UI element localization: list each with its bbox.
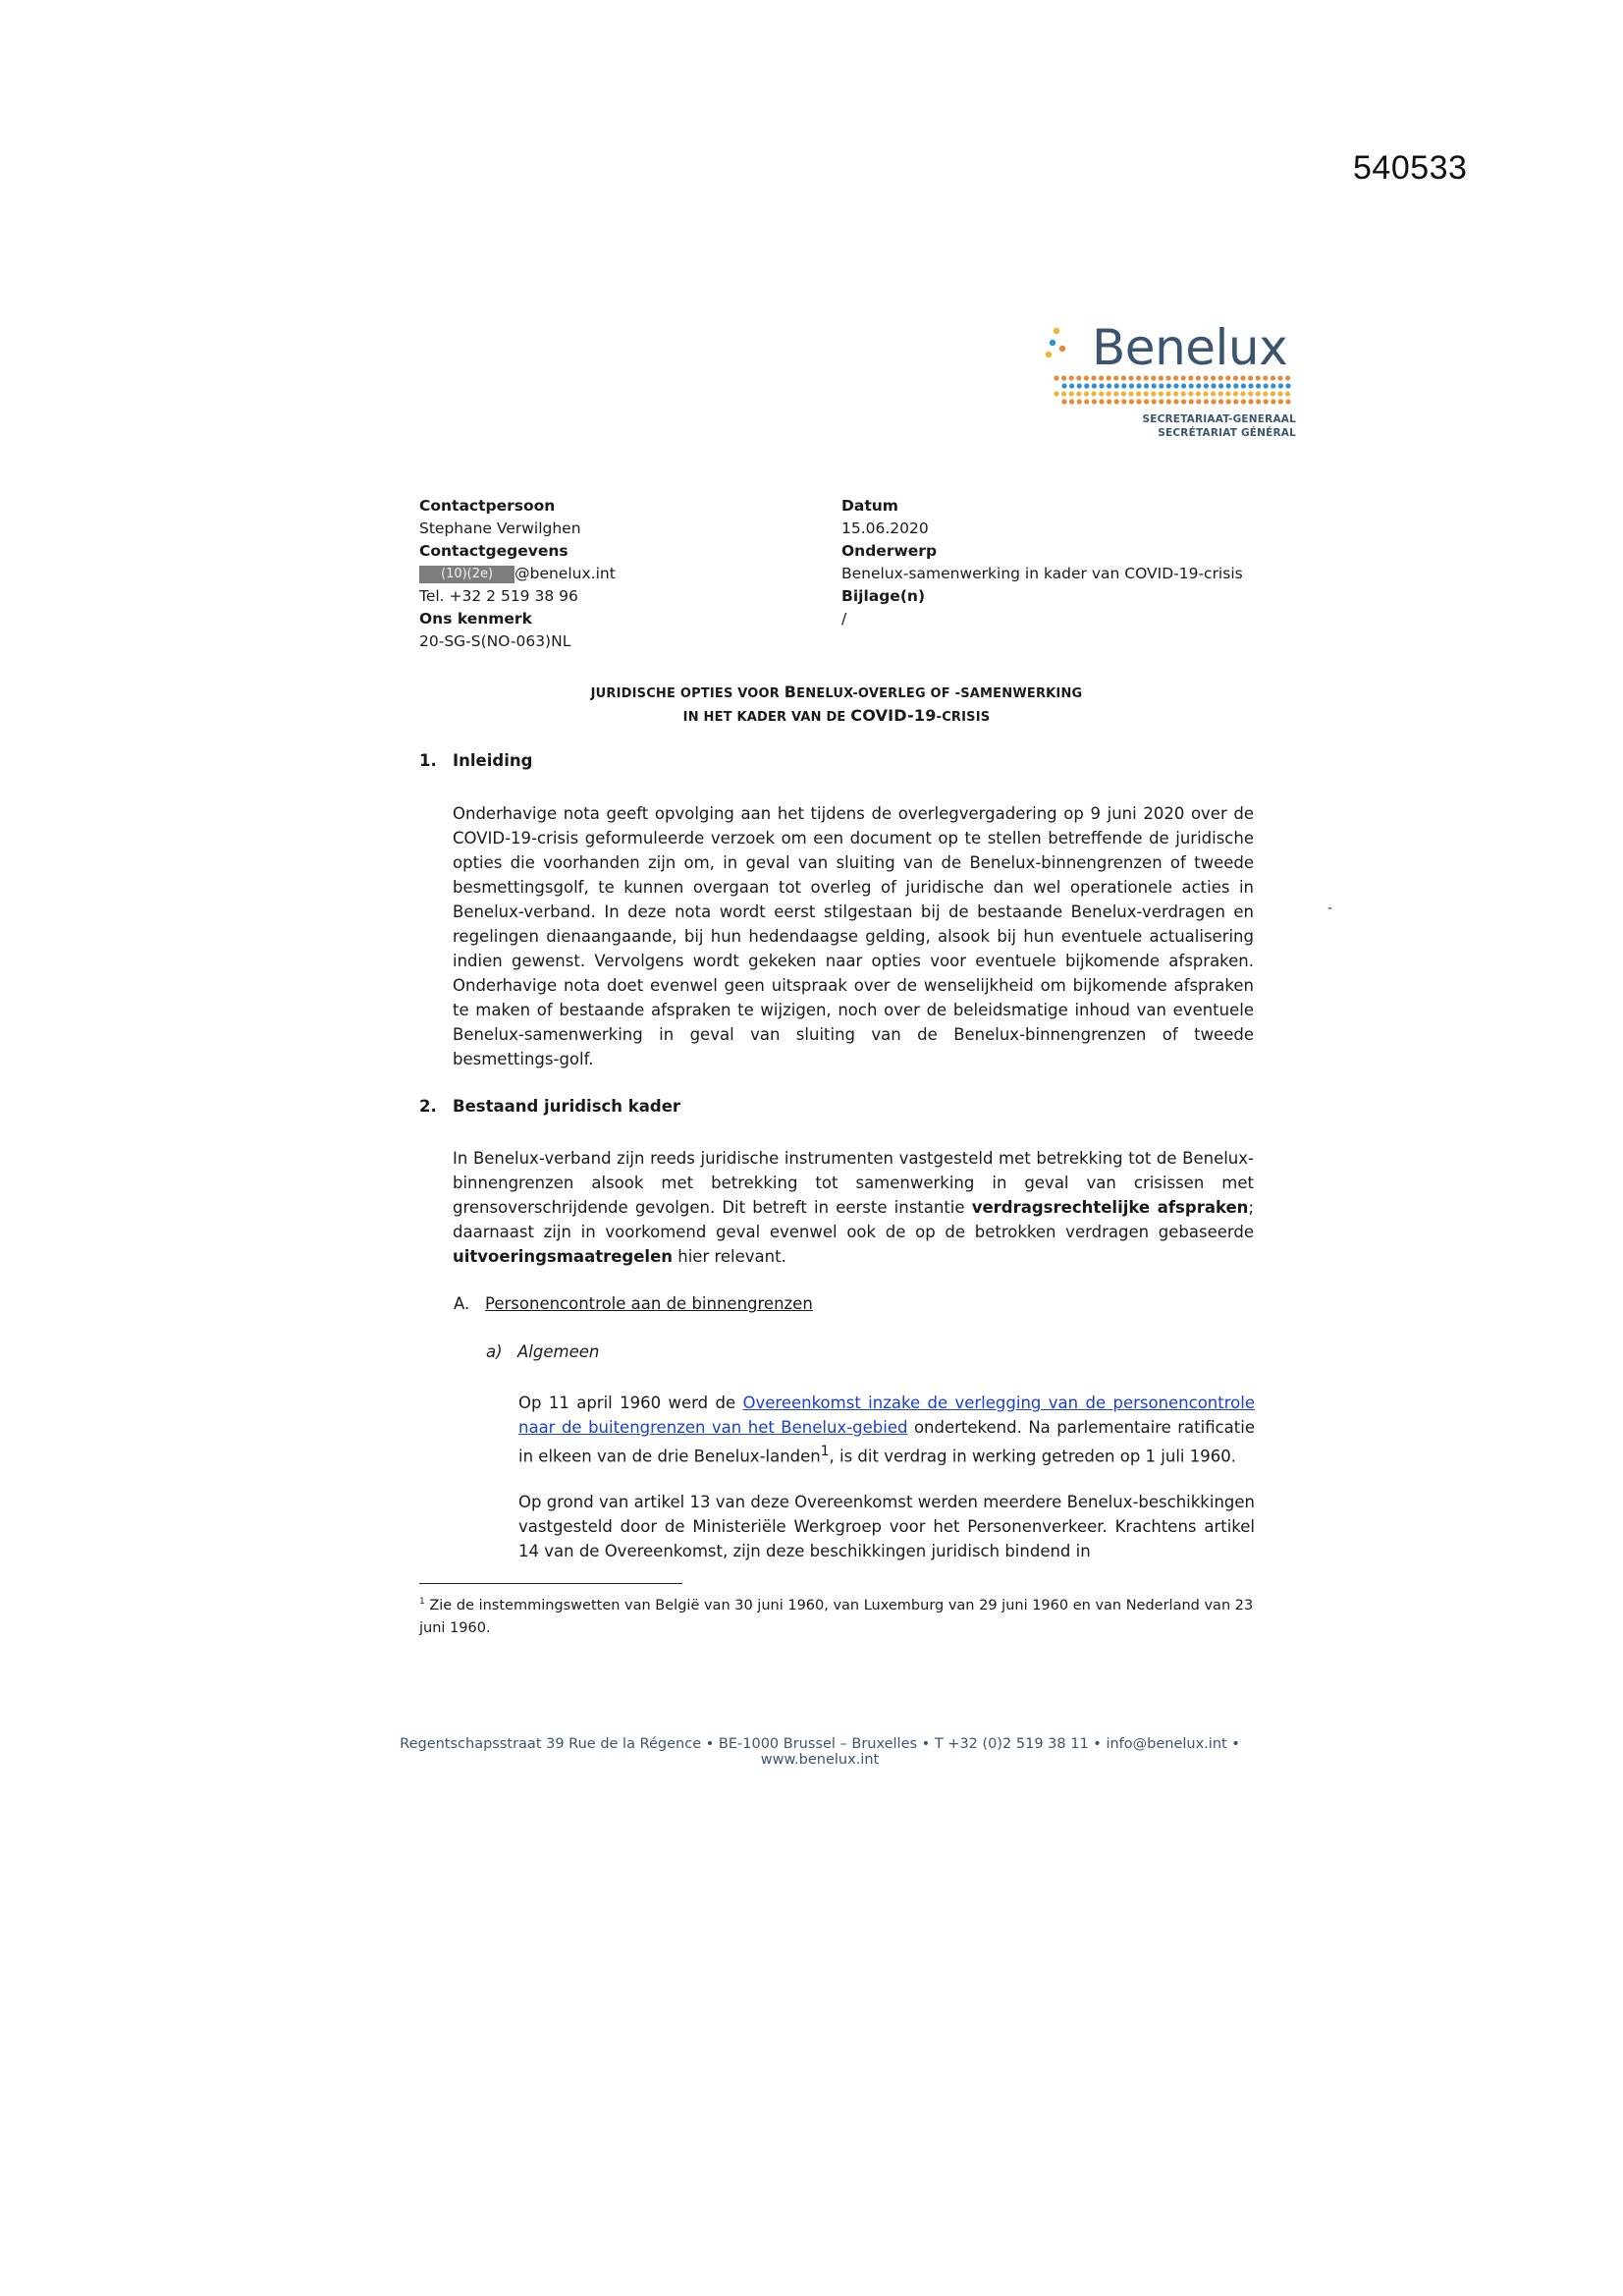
benelux-logo: [1041, 319, 1296, 447]
date-value: 15.06.2020: [841, 519, 929, 537]
logo-dot: [1152, 383, 1157, 388]
logo-dot: [1107, 383, 1111, 388]
logo-dot: [1181, 399, 1186, 404]
logo-dot: [1061, 399, 1066, 404]
logo-dot: [1151, 391, 1156, 396]
logo-dot: [1159, 383, 1163, 388]
logo-dot: [1129, 399, 1134, 404]
logo-dot: [1159, 399, 1163, 404]
logo-dot: [1084, 375, 1089, 380]
logo-dot: [1166, 399, 1171, 404]
logo-dot: [1077, 383, 1082, 388]
subsection-title: Algemeen: [517, 1342, 600, 1361]
logo-dot: [1196, 383, 1201, 388]
logo-dot: [1225, 391, 1230, 396]
footnote-text: Zie de instemmingswetten van België van 30 juni 1960, van Luxemburg van 29 juni 1960 en van Nederland van 23 juni 1960.: [419, 1597, 1254, 1636]
paragraph-line: Onderhavige nota doet evenwel geen uitspraak over de wenselijkheid om bijkomende afspraken: [453, 976, 1254, 995]
logo-dot: [1285, 383, 1290, 388]
logo-dot: [1166, 383, 1171, 388]
footnote-divider: [419, 1583, 682, 1584]
logo-dot: [1204, 383, 1209, 388]
logo-dot: [1248, 375, 1253, 380]
logo-dot: [1069, 391, 1074, 396]
logo-dot: [1091, 391, 1096, 396]
section-number: 2.: [419, 1097, 437, 1116]
redaction-box: (10)(2e): [419, 566, 514, 583]
contact-details-label: Contactgegevens: [419, 542, 568, 560]
title-part: ENELUX-OVERLEG OF -SAMENWERKING: [796, 686, 1083, 701]
paragraph-line: opties die voorhanden zijn om, in geval van sluiting van de Benelux-binnengrenzen of tweede: [453, 853, 1254, 872]
logo-dot: [1211, 383, 1216, 388]
logo-dot: [1277, 391, 1282, 396]
logo-dot: [1211, 391, 1216, 396]
logo-dot: [1203, 391, 1208, 396]
attachment-label: Bijlage(n): [841, 587, 926, 605]
logo-dot: [1091, 375, 1096, 380]
logo-dot: [1061, 391, 1066, 396]
paragraph-line: COVID-19-crisis geformuleerde verzoek om een document op te stellen betreffende de juridische: [453, 829, 1254, 847]
logo-dot: [1165, 375, 1170, 380]
subsection-a-heading: [454, 1294, 813, 1313]
logo-dot: [1173, 391, 1178, 396]
logo-dot: [1188, 391, 1193, 396]
subsection-aa-heading: [486, 1342, 599, 1361]
logo-dot: [1226, 383, 1231, 388]
logo-dot: [1076, 391, 1081, 396]
reference-label: Ons kenmerk: [419, 610, 532, 628]
logo-dot: [1136, 391, 1141, 396]
logo-dot: [1211, 375, 1216, 380]
section-title: Inleiding: [453, 751, 533, 770]
bold-term: uitvoeringsmaatregelen: [453, 1247, 674, 1266]
paragraph-line: indien gewenst. Vervolgens wordt gekeken naar opties voor eventuele bijkomende afspraken.: [453, 952, 1254, 970]
meta-left: [419, 495, 812, 653]
logo-dot: [1271, 399, 1275, 404]
title-part: COVID-19: [850, 706, 937, 725]
logo-dot: [1196, 375, 1201, 380]
title-part: IN HET KADER VAN DE: [682, 710, 851, 725]
footnote: [419, 1591, 1254, 1640]
contact-email: [419, 563, 812, 585]
title-part: JURIDISCHE OPTIES VOOR: [590, 686, 784, 701]
margin-mark: -: [1327, 901, 1333, 916]
logo-dot: [1233, 399, 1238, 404]
logo-dot: [1263, 391, 1268, 396]
logo-dot: [1069, 383, 1074, 388]
logo-dot: [1256, 399, 1261, 404]
logo-dot: [1121, 391, 1126, 396]
logo-subtitle-fr: SECRÉTARIAT GÉNÉRAL: [1158, 427, 1296, 439]
logo-dot: [1069, 375, 1074, 380]
paragraph-line: regelingen dienaangaande, bij hun hedendaagse gelding, alsook bij hun eventuele actualisering: [453, 927, 1254, 946]
logo-dot: [1204, 399, 1209, 404]
logo-dot: [1121, 383, 1126, 388]
logo-dot: [1121, 399, 1126, 404]
section-2-paragraph-1: [453, 1146, 1254, 1269]
text-run: ondertekend. Na parlementaire ratificatie in elkeen van de drie Benelux-landen: [518, 1418, 1256, 1466]
logo-dot: [1077, 399, 1082, 404]
logo-dot: [1248, 391, 1253, 396]
logo-dot: [1211, 399, 1216, 404]
contact-label: Contactpersoon: [419, 497, 556, 515]
logo-dot: [1136, 399, 1141, 404]
logo-dot: [1181, 383, 1186, 388]
logo-dot: [1226, 399, 1231, 404]
logo-dot: [1054, 391, 1058, 396]
logo-dot: [1218, 391, 1223, 396]
subsection-letter: A.: [454, 1294, 470, 1313]
logo-dot: [1107, 391, 1111, 396]
section-1-paragraph: [453, 801, 1254, 1071]
logo-dot: [1248, 399, 1253, 404]
logo-dot: [1264, 383, 1269, 388]
logo-dot: [1114, 399, 1119, 404]
paragraph-line: besmettings-golf.: [453, 1050, 594, 1068]
logo-dot: [1099, 391, 1104, 396]
logo-dot: [1107, 375, 1111, 380]
text-run: , is dit verdrag in werking getreden op 1 juli 1960.: [829, 1447, 1236, 1466]
logo-dot: [1278, 399, 1283, 404]
subject-label: Onderwerp: [841, 542, 938, 560]
logo-dot: [1181, 375, 1186, 380]
logo-dot: [1144, 399, 1149, 404]
contact-phone: Tel. +32 2 519 38 96: [419, 587, 578, 605]
logo-dot: [1113, 391, 1118, 396]
logo-dot: [1233, 375, 1238, 380]
title-line-1: [419, 682, 1254, 705]
logo-dot: [1128, 391, 1133, 396]
logo-dot: [1084, 383, 1089, 388]
title-part: -CRISIS: [936, 710, 991, 725]
logo-subtitle-nl: SECRETARIAAT-GENERAAL: [1142, 413, 1296, 425]
section-number: 1.: [419, 751, 437, 770]
date-label: Datum: [841, 497, 898, 515]
footnote-number: 1: [419, 1597, 425, 1607]
logo-dot: [1285, 399, 1290, 404]
subject-value: Benelux-samenwerking in kader van COVID-19-crisis: [841, 565, 1243, 582]
logo-dot: [1099, 375, 1104, 380]
logo-dot: [1241, 383, 1246, 388]
logo-dot: [1181, 391, 1186, 396]
section-2-heading: [419, 1097, 680, 1116]
section-title: Bestaand juridisch kader: [453, 1097, 681, 1116]
logo-dot: [1076, 375, 1081, 380]
text-run: hier relevant.: [673, 1247, 786, 1266]
logo-dot: [1278, 383, 1283, 388]
logo-dot: [1189, 383, 1194, 388]
logo-dot: [1218, 375, 1223, 380]
logo-dot: [1159, 375, 1163, 380]
logo-dot: [1136, 375, 1141, 380]
logo-dot: [1196, 399, 1201, 404]
logo-dot: [1188, 375, 1193, 380]
text-run: Op 11 april 1960 werd de: [518, 1394, 743, 1412]
paragraph-line: te maken of bestaande afspraken te wijzigen, noch over de beleidsmatige inhoud van eventuele: [453, 1001, 1254, 1019]
logo-dot: [1263, 375, 1268, 380]
contact-name: Stephane Verwilghen: [419, 519, 581, 537]
logo-dot: [1152, 399, 1157, 404]
logo-dot: [1277, 375, 1282, 380]
logo-dot: [1092, 383, 1097, 388]
logo-dot: [1061, 383, 1066, 388]
document-title: [419, 682, 1254, 729]
logo-dot: [1271, 383, 1275, 388]
paragraph-line: Benelux-samenwerking in geval van sluiting van de Benelux-binnengrenzen of tweede: [453, 1025, 1254, 1044]
logo-dot: [1129, 383, 1134, 388]
logo-dot: [1256, 383, 1261, 388]
page-footer: Regentschapsstraat 39 Rue de la Régence • BE-1000 Brussel – Bruxelles • T +32 (0)2 519 38 11 • info@benelux.int • www.benelux.int: [400, 1736, 1240, 1768]
logo-dot: [1285, 375, 1290, 380]
logo-dot: [1271, 375, 1275, 380]
logo-dot: [1144, 383, 1149, 388]
logo-dot: [1240, 375, 1245, 380]
logo-dot: [1136, 383, 1141, 388]
subsection-letter: a): [486, 1342, 503, 1361]
logo-dot: [1084, 391, 1089, 396]
logo-dot: [1061, 375, 1066, 380]
logo-dot: [1225, 375, 1230, 380]
subsection-title: Personencontrole aan de binnengrenzen: [485, 1294, 813, 1313]
logo-dot: [1099, 383, 1104, 388]
section-2-paragraph-3: Op grond van artikel 13 van deze Overeenkomst werden meerdere Benelux-beschikkingen vastgesteld door de Ministeriële Werkgroep voor het Personenverkeer. Krachtens artikel 14 van de Overeenkomst, zijn deze beschikkingen juridisch bindend in: [518, 1493, 1255, 1560]
logo-dot: [1128, 375, 1133, 380]
logo-dot: [1233, 391, 1238, 396]
footnote-ref[interactable]: 1: [820, 1444, 830, 1459]
logo-dot: [1084, 399, 1089, 404]
logo-dot: [1114, 383, 1119, 388]
logo-wordmark: Benelux: [1092, 319, 1288, 376]
logo-dot: [1173, 383, 1178, 388]
logo-dot: [1218, 383, 1223, 388]
section-2-paragraph-2: [518, 1391, 1255, 1469]
logo-dot: [1173, 375, 1178, 380]
logo-dot: [1189, 399, 1194, 404]
logo-dot: [1144, 391, 1149, 396]
attachment-value: /: [841, 610, 847, 628]
logo-dot: [1233, 383, 1238, 388]
treaty-link[interactable]: Overeenkomst inzake de verlegging van de personencontrole naar de buitengrenzen van het Benelux-gebied: [518, 1394, 1255, 1437]
meta-right: [841, 495, 1293, 630]
logo-dot: [1248, 383, 1253, 388]
logo-dot: [1285, 391, 1290, 396]
logo-dot: [1165, 391, 1170, 396]
logo-dot: [1069, 399, 1074, 404]
reference-value: 20-SG-S(NO-063)NL: [419, 632, 571, 650]
title-part: B: [784, 683, 797, 701]
paragraph-line: Onderhavige nota geeft opvolging aan het tijdens de overlegvergadering op 9 juni 2020 over de: [453, 804, 1254, 823]
logo-dot: [1196, 391, 1201, 396]
logo-dot: [1256, 391, 1261, 396]
logo-dot: [1054, 375, 1058, 380]
logo-dot: [1107, 399, 1111, 404]
email-suffix: @benelux.int: [514, 565, 616, 582]
logo-dot: [1121, 375, 1126, 380]
logo-dot: [1113, 375, 1118, 380]
section-1-heading: [419, 751, 532, 770]
logo-dot: [1203, 375, 1208, 380]
logo-dot: [1099, 399, 1104, 404]
logo-dot: [1218, 399, 1223, 404]
logo-dot: [1151, 375, 1156, 380]
text-run: ; daarnaast zijn in voorkomend geval evenwel ook de op de betrokken verdragen gebaseerde: [453, 1198, 1254, 1241]
logo-dot: [1271, 391, 1275, 396]
logo-dot: [1159, 391, 1163, 396]
logo-dot: [1173, 399, 1178, 404]
logo-dot: [1264, 399, 1269, 404]
logo-dot: [1144, 375, 1149, 380]
document-number: 540533: [1353, 149, 1468, 187]
bold-term: verdragsrechtelijke afspraken: [971, 1198, 1249, 1217]
paragraph-line: besmettingsgolf, te kunnen overgaan tot overleg of juridische dan wel operationele acties in: [453, 878, 1254, 897]
paragraph-line: Benelux-verband. In deze nota wordt eerst stilgestaan bij de bestaande Benelux-verdragen en: [453, 902, 1254, 921]
title-line-2: [419, 705, 1254, 729]
logo-dot: [1092, 399, 1097, 404]
logo-dot: [1241, 399, 1246, 404]
logo-dot: [1240, 391, 1245, 396]
text-run: In Benelux-verband zijn reeds juridische instrumenten vastgesteld met betrekking tot de Benelux-binnengrenzen alsook met betrekking tot samenwerking in geval van crisissen met grensoverschrijdende gevolgen. Dit betreft in eerste instantie: [453, 1149, 1254, 1217]
logo-dot: [1256, 375, 1261, 380]
